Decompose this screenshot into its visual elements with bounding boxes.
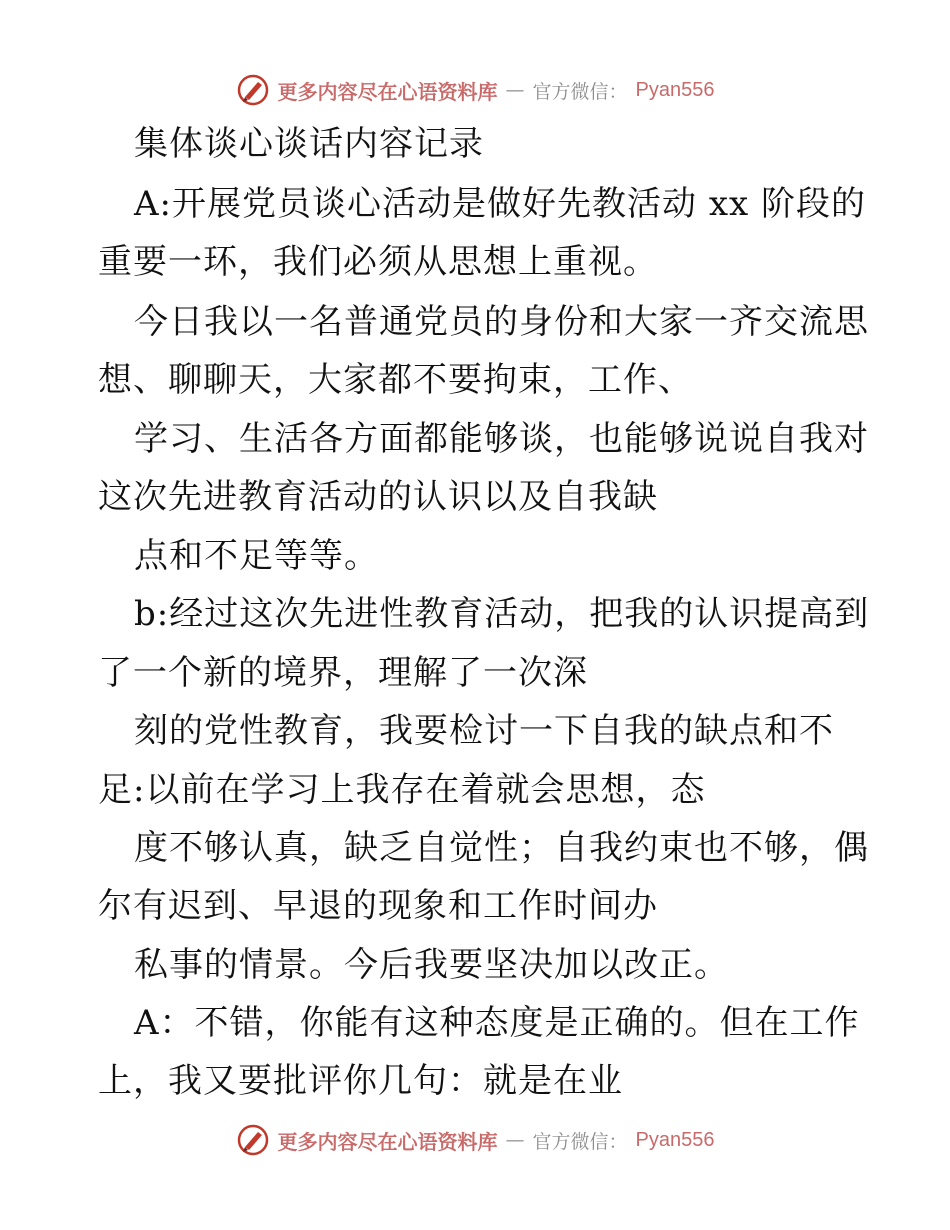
banner-separator: —: [505, 79, 525, 101]
paragraph-line: A：不错，你能有这种态度是正确的。但在工作: [134, 1003, 860, 1043]
paragraph-line: 今日我以一名普通党员的身份和大家一齐交流思: [134, 302, 869, 342]
banner-separator: —: [505, 1129, 525, 1151]
paragraph-line: 了一个新的境界，理解了一次深: [98, 653, 588, 693]
paragraph-line: A:开展党员谈心活动是做好先教活动 xx 阶段的: [134, 184, 866, 224]
paragraph-line: 上，我又要批评你几句：就是在业: [98, 1061, 623, 1101]
promo-text: 更多内容尽在心语资料库: [277, 79, 498, 104]
paragraph-line: 这次先进教育活动的认识以及自我缺: [98, 477, 658, 517]
paragraph-line: 点和不足等等。: [134, 536, 379, 576]
promo-text: 更多内容尽在心语资料库: [277, 1129, 498, 1154]
wechat-label: 官方微信：: [532, 80, 628, 103]
paragraph-line: 重要一环，我们必须从思想上重视。: [98, 242, 658, 282]
paragraph-line: 私事的情景。今后我要坚决加以改正。: [134, 945, 729, 985]
paragraph-line: 足:以前在学习上我存在着就会思想，态: [98, 770, 706, 810]
paragraph-line: 学习、生活各方面都能够谈，也能够说说自我对: [134, 419, 869, 459]
paragraph-line: 想、聊聊天，大家都不要拘束，工作、: [98, 360, 693, 400]
paragraph-line: 刻的党性教育，我要检讨一下自我的缺点和不: [134, 711, 834, 751]
document-title: 集体谈心谈话内容记录: [134, 124, 484, 164]
paragraph-line: 度不够认真，缺乏自觉性；自我约束也不够，偶: [134, 828, 869, 868]
wechat-label: 官方微信：: [532, 1130, 628, 1153]
paragraph-line: 尔有迟到、早退的现象和工作时间办: [98, 886, 658, 926]
pen-logo-icon: [236, 1123, 270, 1157]
footer-banner: [0, 1120, 950, 1160]
wechat-id: Pyan556: [635, 78, 715, 101]
wechat-id: Pyan556: [635, 1128, 715, 1151]
paragraph-line: b:经过这次先进性教育活动，把我的认识提高到: [134, 594, 870, 634]
